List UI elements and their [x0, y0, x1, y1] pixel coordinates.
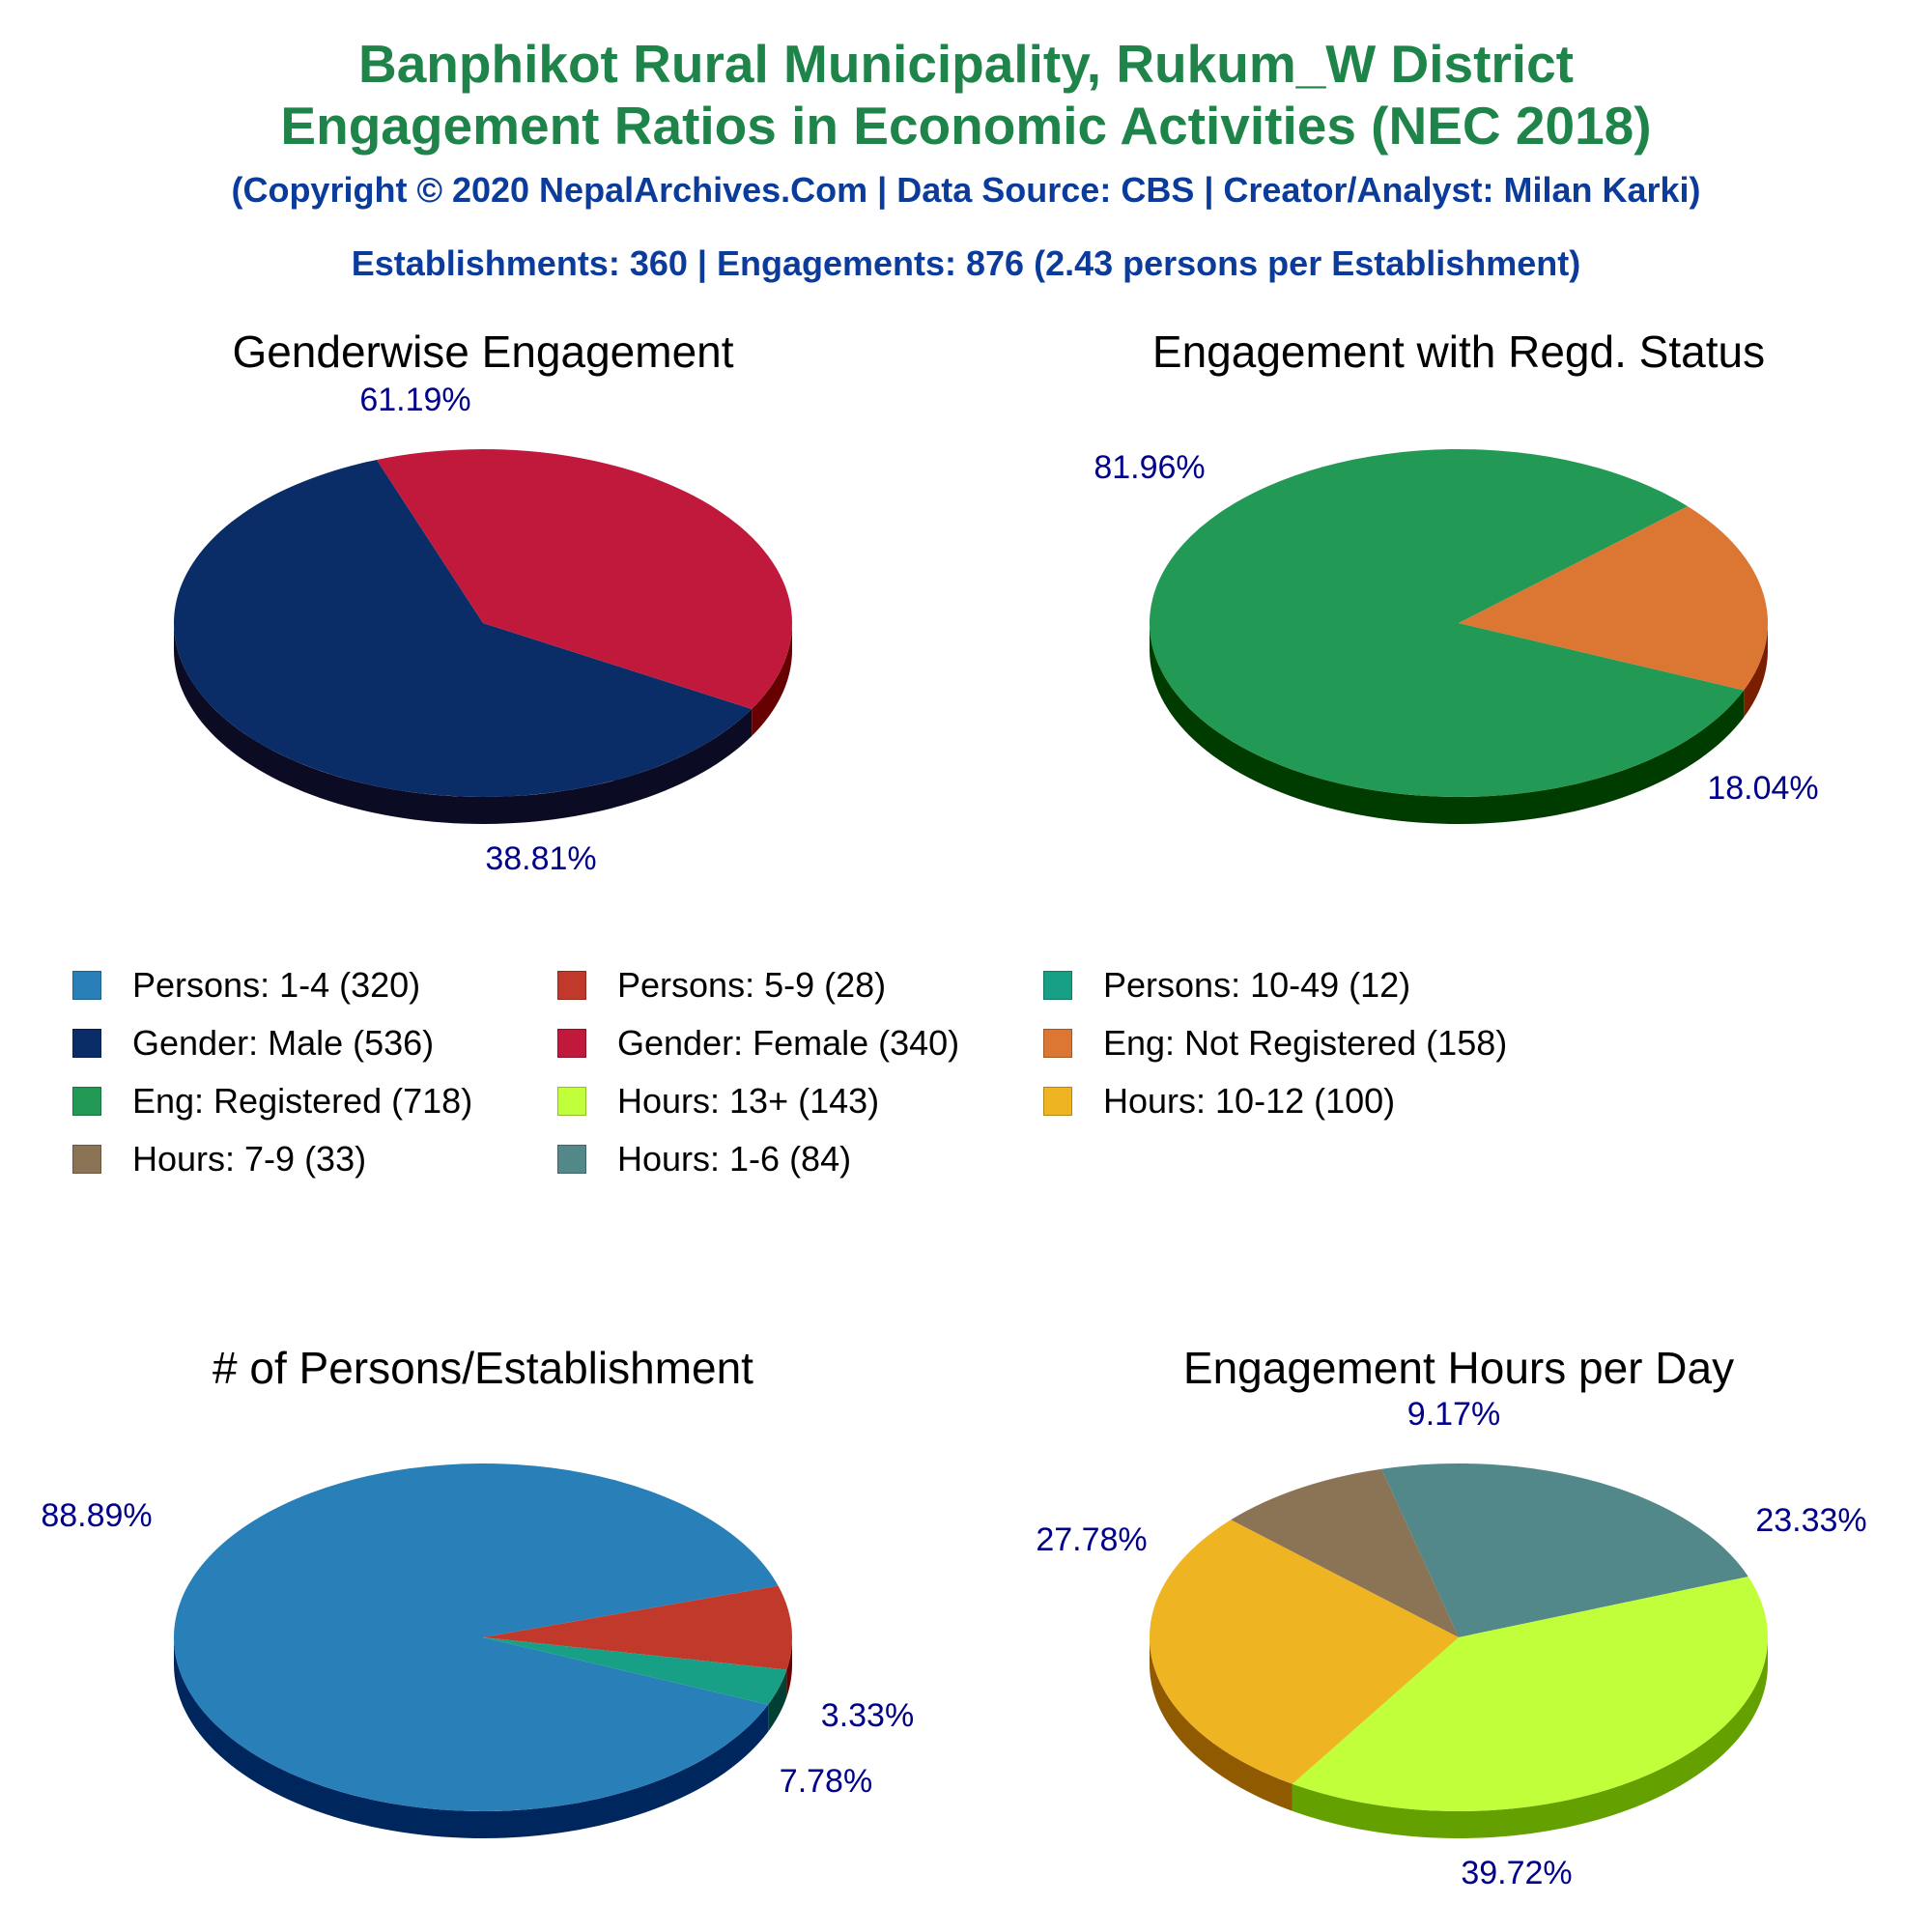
- slice-percent-label: 23.33%: [1755, 1502, 1867, 1539]
- summary-line: Establishments: 360 | Engagements: 876 (2.43 persons per Establishment): [351, 243, 1581, 283]
- slice-percent-label: 9.17%: [1406, 1396, 1501, 1433]
- slice-percent-label: 27.78%: [1036, 1521, 1148, 1558]
- slice-percent-label: 39.72%: [1461, 1855, 1573, 1891]
- legend-swatch: [1043, 1087, 1072, 1116]
- pie-chart-1: [174, 327, 792, 877]
- legend-item: [72, 961, 420, 1009]
- legend-label: Persons: 1-4 (320): [132, 965, 421, 1005]
- legend-label: Eng: Not Registered (158): [1103, 1023, 1508, 1063]
- slice-percent-label: 88.89%: [41, 1497, 153, 1534]
- pie-chart-3: [41, 1343, 914, 1838]
- legend-item: [557, 1019, 959, 1067]
- slice-percent-label: 38.81%: [485, 840, 597, 877]
- slice-percent-label: 61.19%: [359, 382, 471, 418]
- legend-swatch: [72, 1087, 101, 1116]
- legend-swatch: [557, 1087, 586, 1116]
- legend-label: Eng: Registered (718): [132, 1081, 473, 1121]
- legend-swatch: [72, 971, 101, 1000]
- legend-swatch: [557, 1029, 586, 1058]
- slice-percent-label: 81.96%: [1094, 449, 1206, 486]
- legend-item: [72, 1019, 434, 1067]
- pie-title: # of Persons/Establishment: [213, 1343, 753, 1393]
- pie-chart-4: [1036, 1343, 1866, 1891]
- legend-swatch: [1043, 1029, 1072, 1058]
- title-line-1: Banphikot Rural Municipality, Rukum_W District: [358, 34, 1574, 94]
- legend-item: [1043, 961, 1410, 1009]
- legend-item: [557, 1077, 879, 1125]
- title-line-2: Engagement Ratios in Economic Activities (NEC 2018): [280, 96, 1652, 156]
- pie-title: Genderwise Engagement: [232, 327, 734, 377]
- legend-label: Persons: 5-9 (28): [617, 965, 887, 1005]
- slice-percent-label: 7.78%: [779, 1763, 873, 1800]
- legend-item: [557, 1135, 851, 1183]
- legend-swatch: [557, 1145, 586, 1174]
- legend-item: [1043, 1019, 1507, 1067]
- pie-title: Engagement with Regd. Status: [1151, 327, 1766, 377]
- legend-label: Hours: 13+ (143): [617, 1081, 880, 1121]
- legend-swatch: [557, 971, 586, 1000]
- legend-swatch: [72, 1029, 101, 1058]
- pie-chart-2: [1094, 327, 1818, 824]
- legend-label: Gender: Female (340): [617, 1023, 960, 1063]
- pie-title: Engagement Hours per Day: [1182, 1343, 1735, 1393]
- legend-swatch: [72, 1145, 101, 1174]
- legend-label: Persons: 10-49 (12): [1103, 965, 1411, 1005]
- legend-label: Hours: 1-6 (84): [617, 1139, 852, 1179]
- legend-item: [72, 1135, 366, 1183]
- legend-item: [72, 1077, 472, 1125]
- legend-item: [1043, 1077, 1395, 1125]
- legend-label: Hours: 7-9 (33): [132, 1139, 367, 1179]
- slice-percent-label: 18.04%: [1707, 770, 1819, 807]
- legend-label: Gender: Male (536): [132, 1023, 435, 1063]
- legend-item: [557, 961, 886, 1009]
- legend-swatch: [1043, 971, 1072, 1000]
- copyright-line: (Copyright © 2020 NepalArchives.Com | Data Source: CBS | Creator/Analyst: Milan Karki): [231, 170, 1701, 210]
- slice-percent-label: 3.33%: [820, 1697, 915, 1734]
- legend-label: Hours: 10-12 (100): [1103, 1081, 1396, 1121]
